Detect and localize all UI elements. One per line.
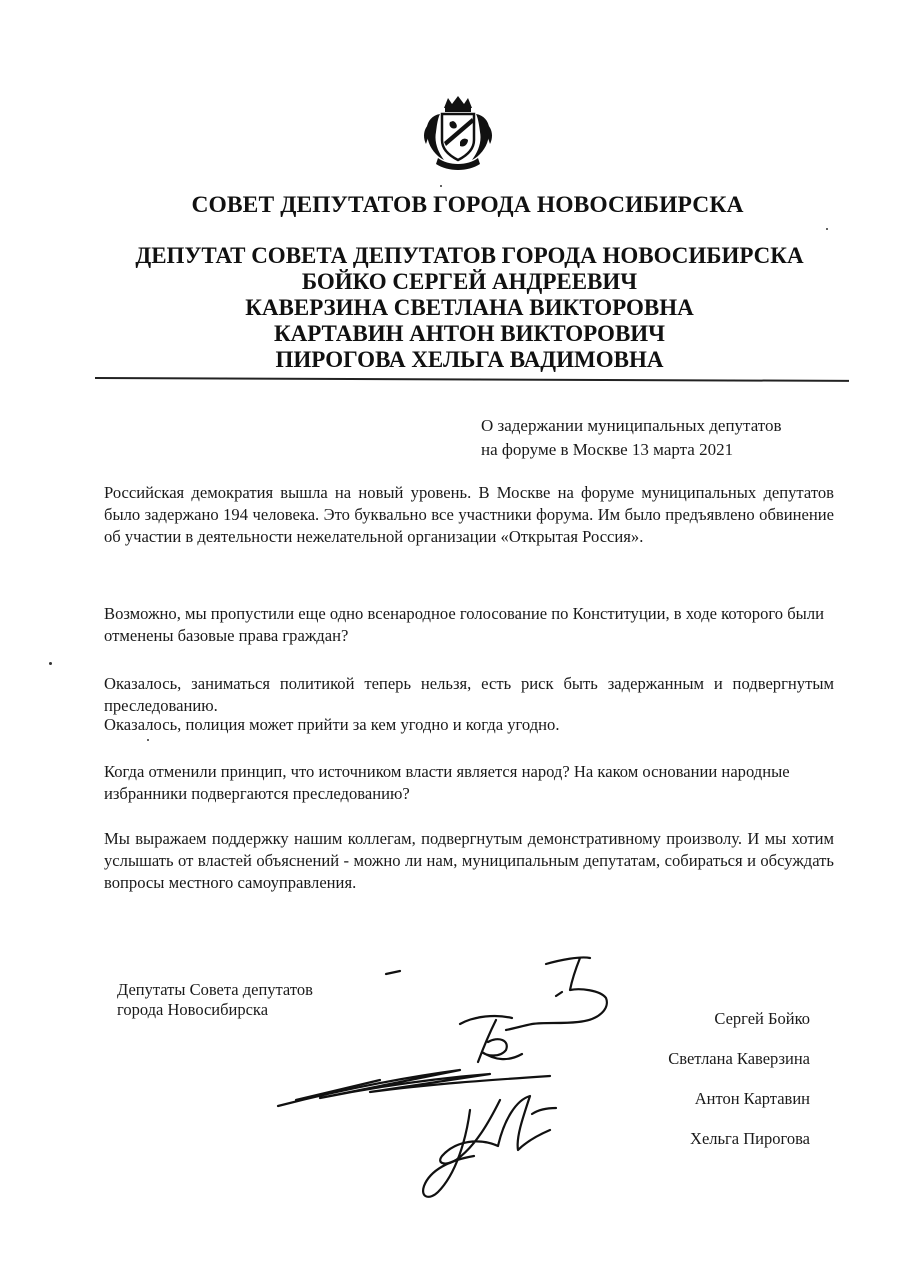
signatory-list — [668, 1008, 810, 1168]
signature-kaverzina — [460, 1016, 522, 1062]
scan-speck — [440, 185, 442, 187]
letter-subject — [481, 414, 782, 462]
body-paragraph: Оказалось, заниматься политикой теперь нельзя, есть риск быть задержанным и подвергнутым преследованию. — [104, 674, 834, 715]
header-divider — [95, 377, 849, 382]
deputy-name-pirogova: ПИРОГОВА ХЕЛЬГА ВАДИМОВНА — [275, 347, 664, 372]
coat-of-arms-icon — [418, 92, 498, 172]
subject-line-2: на форуме в Москве 13 марта 2021 — [481, 440, 734, 459]
handwritten-signatures — [260, 950, 640, 1210]
signatory-kaverzina: Светлана Каверзина — [668, 1049, 810, 1068]
subject-line-1: О задержании муниципальных депутатов — [481, 416, 782, 435]
deputy-header-line: ДЕПУТАТ СОВЕТА ДЕПУТАТОВ ГОРОДА НОВОСИБИРСКА — [135, 243, 804, 268]
deputy-name-kaverzina: КАВЕРЗИНА СВЕТЛАНА ВИКТОРОВНА — [245, 295, 694, 320]
signature-boyko — [506, 957, 607, 1030]
signatory-kartavin: Антон Картавин — [694, 1089, 810, 1108]
signature-org-line-2: города Новосибирска — [117, 1000, 269, 1019]
body-paragraph: Возможно, мы пропустили еще одно всенародное голосование по Конституции, в ходе которого были отменены базовые права граждан? — [104, 604, 824, 645]
signatory-pirogova: Хельга Пирогова — [690, 1129, 810, 1148]
signature-kartavin — [440, 1096, 550, 1163]
scan-speck — [147, 739, 149, 741]
body-paragraph: Российская демократия вышла на новый уровень. В Москве на форуме муниципальных депутатов было задержано 194 человека. Это буквально все участники форума. Им было предъявлено обвинение об участии в деятельности нежелательной организации «Открытая Россия». — [104, 483, 834, 546]
body-paragraph: Оказалось, полиция может прийти за кем угодно и когда угодно. — [104, 715, 560, 734]
signatory-boyko: Сергей Бойко — [714, 1009, 810, 1028]
council-title: СОВЕТ ДЕПУТАТОВ ГОРОДА НОВОСИБИРСКА — [191, 192, 744, 218]
body-paragraph: Мы выражаем поддержку нашим коллегам, подвергнутым демонстративному произволу. И мы хотим услышать от властей объяснений - можно ли нам, муниципальным депутатам, собираться и обсуждать вопросы местного самоуправления. — [104, 829, 834, 892]
body-paragraph: Когда отменили принцип, что источником власти является народ? На каком основании народные избранники подвергаются преследованию? — [104, 762, 790, 803]
deputy-header — [8, 243, 923, 373]
deputy-name-kartavin: КАРТАВИН АНТОН ВИКТОРОВИЧ — [273, 321, 666, 346]
scan-speck — [49, 662, 52, 665]
signature-pirogova — [423, 1110, 474, 1197]
signature-org-line-1: Депутаты Совета депутатов — [117, 980, 313, 999]
deputy-name-boyko: БОЙКО СЕРГЕЙ АНДРЕЕВИЧ — [301, 269, 638, 294]
scan-speck — [826, 228, 828, 230]
